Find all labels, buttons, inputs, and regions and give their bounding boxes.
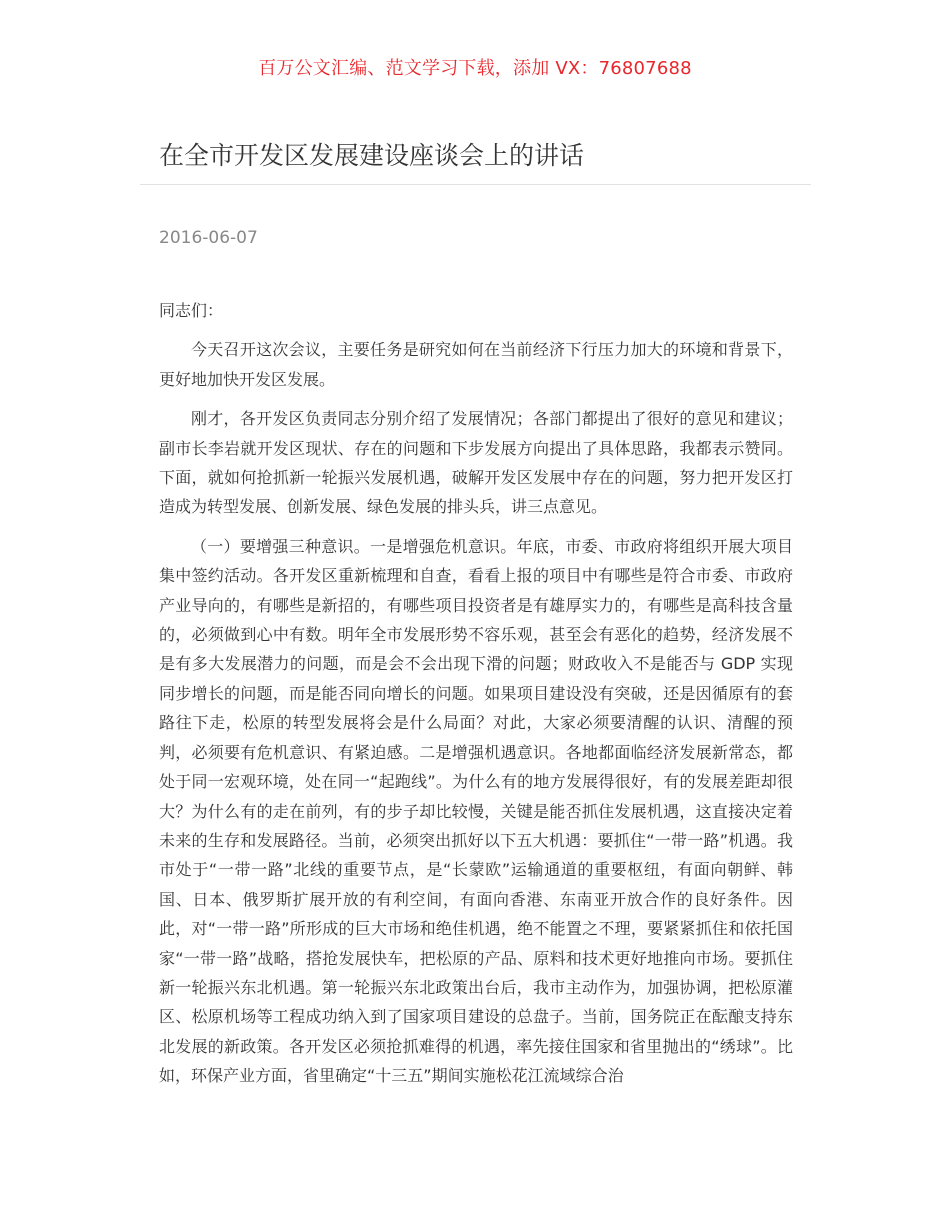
paragraph-2: 刚才，各开发区负责同志分别介绍了发展情况；各部门都提出了很好的意见和建议；副市长李岩就开发区现状、存在的问题和下步发展方向提出了具体思路，我都表示赞同。下面，就如何抢抓新一轮振兴发展机遇，破解开发区发展中存在的问题，努力把开发区打造成为转型发展、创新发展、绿色发展的排头兵，讲三点意见。 xyxy=(159,409,793,517)
paragraph-3: （一）要增强三种意识。一是增强危机意识。年底，市委、市政府将组织开展大项目集中签约活动。各开发区重新梳理和自查，看看上报的项目中有哪些是符合市委、市政府产业导向的，有哪些是新招的，有哪些项目投资者是有雄厚实力的，有哪些是高科技含量的，必须做到心中有数。明年全市发展形势不容乐观，甚至会有恶化的趋势，经济发展不是有多大发展潜力的问题，而是会不会出现下滑的问题；财政收入不是能否与 GDP 实现同步增长的问题，而是能否同向增长的问题。如果项目建设没有突破，还是因循原有的套路往下走，松原的转型发展将会是什么局面？对此，大家必须要清醒的认识、清醒的预判，必须要有危机意识、有紧迫感。二是增强机遇意识。各地都面临经济发展新常态，都处于同一宏观环境，处在同一“起跑线”。为什么有的地方发展得很好，有的发展差距却很大？为什么有的走在前列，有的步子却比较慢，关键是能否抓住发展机遇，这直接决定着未来的生存和发展路径。当前，必须突出抓好以下五大机遇：要抓住“一带一路”机遇。我市处于“一带一路”北线的重要节点，是“长蒙欧”运输通道的重要枢纽，有面向朝鲜、韩国、日本、俄罗斯扩展开放的有利空间，有面向香港、东南亚开放合作的良好条件。因此，对“一带一路”所形成的巨大市场和绝佳机遇，绝不能置之不理，要紧紧抓住和依托国家“一带一路”战略，搭抢发展快车，把松原的产品、原料和技术更好地推向市场。要抓住新一轮振兴东北机遇。第一轮振兴东北政策出台后，我市主动作为，加强协调，把松原灌区、松原机场等工程成功纳入到了国家项目建设的总盘子。当前，国务院正在酝酿支持东北发展的新政策。各开发区必须抢抓难得的机遇，率先接住国家和省里抛出的“绣球”。比如，环保产业方面，省里确定“十三五”期间实施松花江流域综合治 xyxy=(159,536,793,1086)
publish-date: 2016-06-07 xyxy=(159,228,258,248)
salutation: 同志们： xyxy=(159,301,224,320)
article-body xyxy=(159,296,793,1101)
title-divider xyxy=(140,184,811,185)
paragraph-1: 今天召开这次会议，主要任务是研究如何在当前经济下行压力加大的环境和背景下，更好地加快开发区发展。 xyxy=(159,340,793,389)
promo-banner: 百万公文汇编、范文学习下载，添加 VX：76807688 xyxy=(258,58,692,79)
article-title: 在全市开发区发展建设座谈会上的讲话 xyxy=(159,141,585,170)
